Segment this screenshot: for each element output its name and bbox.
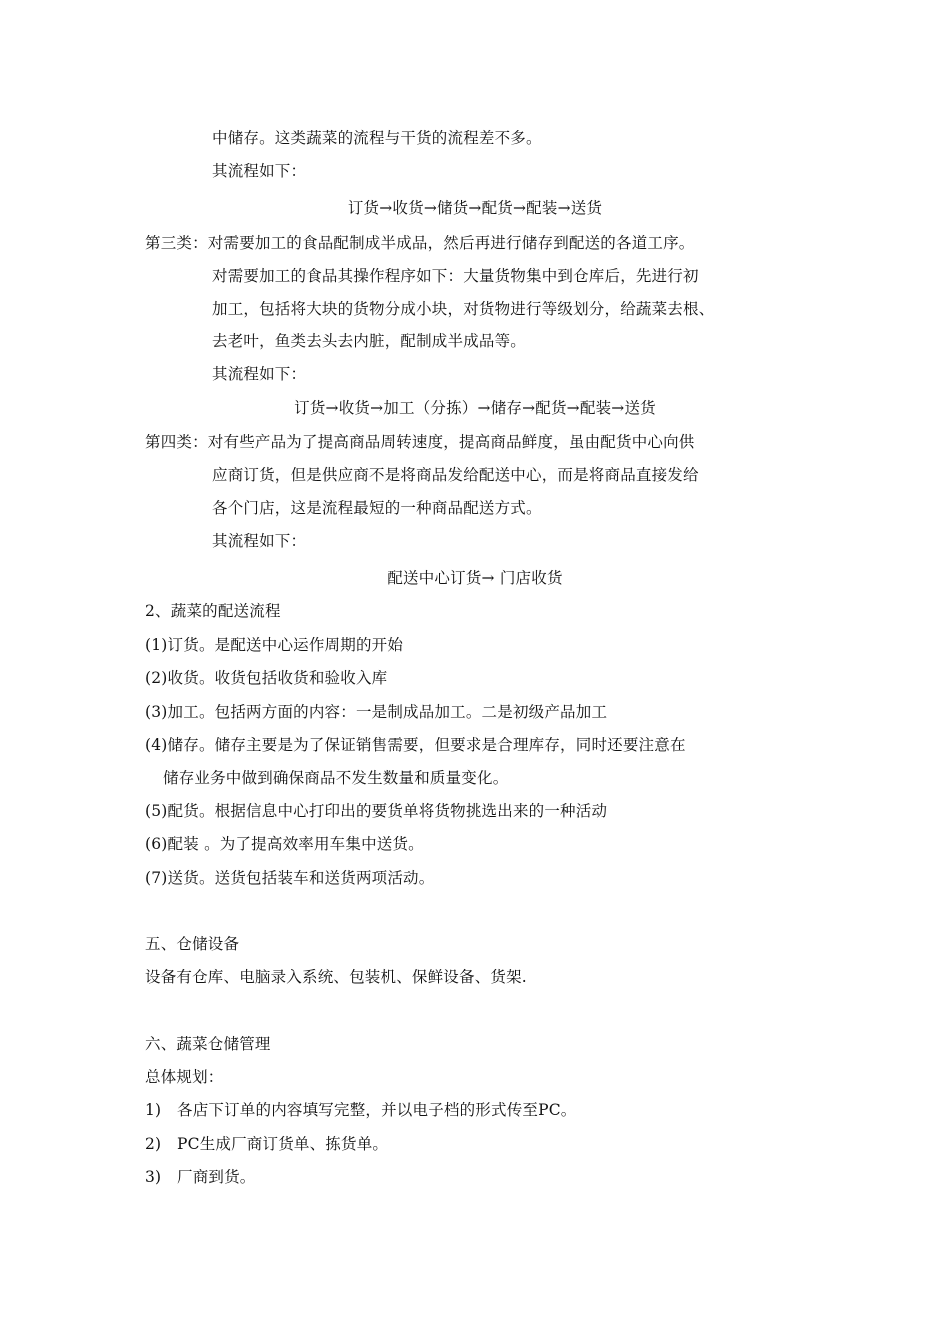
list-item: (3)加工。包括两方面的内容：一是制成品加工。二是初级产品加工 [145, 703, 608, 721]
paragraph-line: 应商订货，但是供应商不是将商品发给配送中心，而是将商品直接发给 [212, 466, 699, 484]
paragraph-line: 中储存。这类蔬菜的流程与干货的流程差不多。 [212, 129, 542, 147]
section-5-title: 五、仓储设备 [145, 935, 240, 953]
list-item: 1) 各店下订单的内容填写完整，并以电子档的形式传至PC。 [145, 1101, 577, 1119]
paragraph-line: 设备有仓库、电脑录入系统、包装机、保鲜设备、货架. [145, 968, 527, 986]
list-item: (2)收货。收货包括收货和验收入库 [145, 669, 388, 687]
list-item: (7)送货。送货包括装车和送货两项活动。 [145, 869, 435, 887]
flow-intro: 其流程如下： [212, 532, 307, 550]
list-item: (4)储存。储存主要是为了保证销售需要，但要求是合理库存，同时还要注意在 [145, 736, 686, 754]
list-item: (6)配装 。为了提高效率用车集中送货。 [145, 835, 424, 853]
list-item: 3) 厂商到货。 [145, 1168, 256, 1186]
category-3-heading: 第三类：对需要加工的食品配制成半成品，然后再进行储存到配送的各道工序。 [145, 234, 695, 252]
flow-diagram-text: 订货→收货→加工（分拣）→储存→配货→配装→送货 [294, 399, 656, 417]
list-item: 2) PC生成厂商订货单、拣货单。 [145, 1135, 389, 1153]
paragraph-line: 加工，包括将大块的货物分成小块，对货物进行等级划分，给蔬菜去根、 [212, 300, 715, 318]
category-4-heading: 第四类：对有些产品为了提高商品周转速度，提高商品鲜度，虽由配货中心向供 [145, 433, 695, 451]
flow-intro: 其流程如下： [212, 365, 307, 383]
list-item-continuation: 储存业务中做到确保商品不发生数量和质量变化。 [163, 769, 509, 787]
flow-intro: 其流程如下： [212, 162, 307, 180]
subheading: 总体规划： [145, 1068, 224, 1086]
flow-diagram-text: 订货→收货→储货→配货→配装→送货 [347, 199, 603, 217]
section-6-title: 六、蔬菜仓储管理 [145, 1035, 271, 1053]
paragraph-line: 去老叶，鱼类去头去内脏，配制成半成品等。 [212, 332, 527, 350]
section-2-title: 2、蔬菜的配送流程 [145, 602, 281, 620]
flow-diagram-text: 配送中心订货→ 门店收货 [387, 569, 563, 587]
paragraph-line: 各个门店，这是流程最短的一种商品配送方式。 [212, 499, 542, 517]
paragraph-line: 对需要加工的食品其操作程序如下：大量货物集中到仓库后，先进行初 [212, 267, 699, 285]
list-item: (1)订货。是配送中心运作周期的开始 [145, 636, 404, 654]
list-item: (5)配货。根据信息中心打印出的要货单将货物挑选出来的一种活动 [145, 802, 608, 820]
